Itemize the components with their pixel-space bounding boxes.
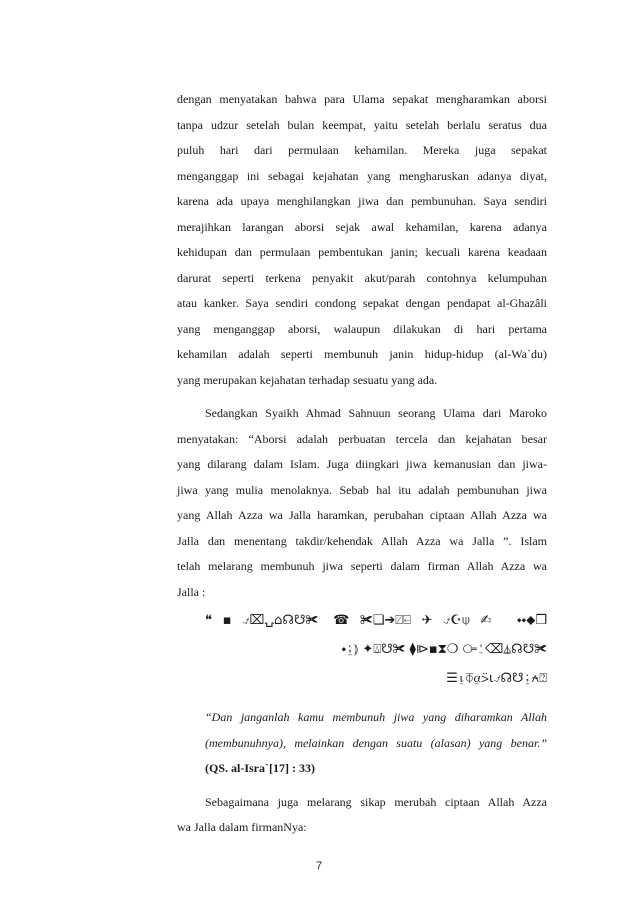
text-line: Sedangkan Syaikh Ahmad Sahnuun seorang Ulama dari Maroko (205, 406, 547, 420)
translation-line: (membunuhnya), melainkan dengan suatu (alasan) yang benar.” (205, 736, 547, 750)
text-line: darurat seperti terkena penyakit akut/parah contohnya kelumpuhan (177, 271, 547, 285)
text-line: Sebagaimana juga melarang sikap merubah ciptaan Allah Azza (205, 795, 547, 809)
text-line: kehidupan dan permulaan pembentukan janin; kecuali karena keadaan (177, 245, 547, 259)
text-line: Jalla : (177, 585, 206, 599)
arabic-verse-line: ❝▪⍻⌧⍽⌂☊☋✀ ☎✀❑➔⍁⍇✈⍻☪⍦✍ ⬩⬩⬥❒ (205, 613, 547, 628)
text-line: Jalla dan menentang takdir/kehendak Allah Azza wa Jalla ”. Islam (177, 534, 547, 548)
text-line: jiwa yang mulia menolaknya. Sebab hal itu adalah pembunuhan jiwa (177, 483, 547, 497)
text-line: wa Jalla dalam firmanNya: (177, 820, 307, 834)
text-line: atau kanker. Saya sendiri condong sepakat dengan pendapat al-Ghazâli (177, 296, 547, 310)
page-number: 7 (315, 860, 323, 872)
translation-line: “Dan janganlah kamu membunuh jiwa yang diharamkan Allah (205, 710, 547, 724)
text-line: yang Allah Azza wa Jalla haramkan, perubahan ciptaan Allah Azza wa (177, 508, 547, 522)
verse-citation: (QS. al-Isra`[17] : 33) (205, 761, 315, 775)
text-line: yang dilarang dalam Islam. Juga diingkari jiwa kemanusian dan jiwa- (177, 457, 547, 471)
text-line: tanpa udzur setelah bulan keempat, yaitu setelah berlalu seratus dua (177, 118, 547, 132)
text-line: dengan menyatakan bahwa para Ulama sepakat mengharamkan aborsi (177, 92, 547, 106)
text-line: yang merupakan kejahatan terhadap sesuatu yang ada. (177, 373, 438, 387)
text-line: merajihkan larangan aborsi sejak awal kehamilan, karena adanya (177, 220, 547, 234)
text-line: yang menganggap aborsi, walaupun dilakukan di hari pertama (177, 322, 547, 336)
text-line: puluh hari dari permulaan kehamilan. Mereka juga sepakat (177, 143, 547, 157)
text-line: menganggap ini sebagai kejahatan yang mengharuskan adanya diyat, (177, 169, 547, 183)
arabic-verse-line: ☰⍸⏁⍶⍩⍳⍻☊☋⍮⍲⍰ (446, 671, 547, 686)
text-line: karena ada upaya menghilangkan jiwa dan pembunuhan. Saya sendiri (177, 194, 547, 208)
text-line: menyatakan: “Aborsi adalah perbuatan tercela dan kejahatan besar (177, 432, 547, 446)
text-line: telah melarang membunuh jiwa seperti dalam firman Allah Azza wa (177, 559, 547, 573)
text-line: kehamilan adalah seperti membunuh janin hidup-hidup (al-Wa`du) (177, 347, 547, 361)
arabic-verse-line: ⬩⍮⦆ ✦⍍☋✀ ⧫⧐▪⧗❍ ⧃⍘⌫⏅☊☋✀ (341, 642, 547, 657)
